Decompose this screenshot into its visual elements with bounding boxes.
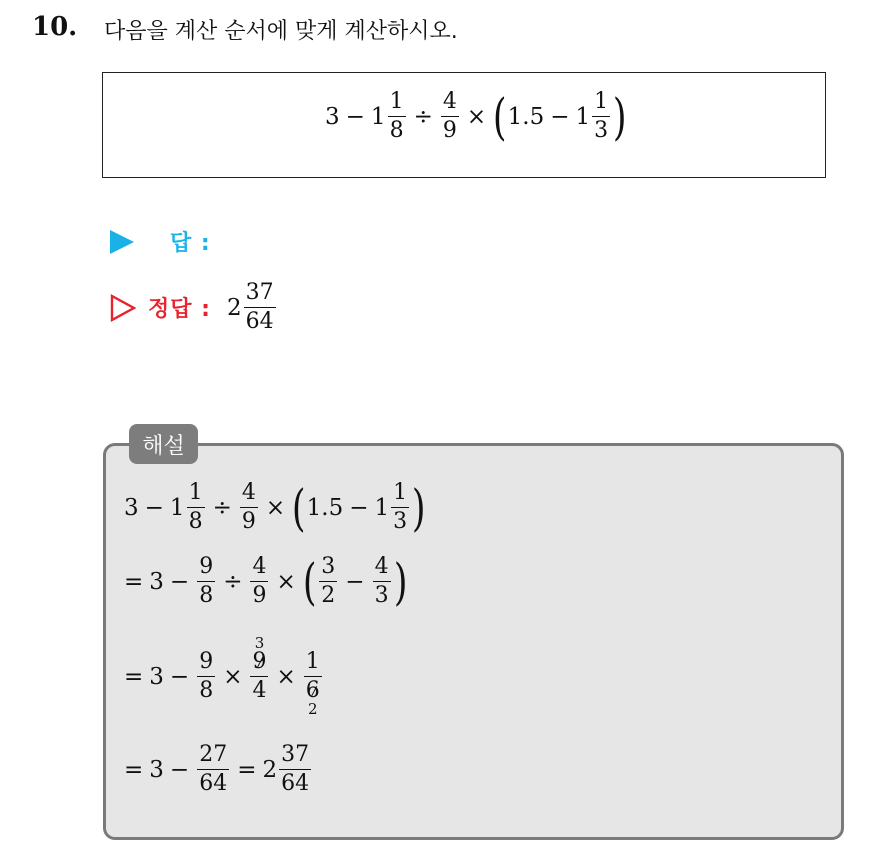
minus-sign: − [550,103,570,130]
right-paren: ) [613,87,627,146]
fraction: $\frac{4}{9}$ [252,554,267,608]
answer-label: 답 : [170,231,211,256]
play-triangle-icon [110,230,134,254]
fraction: $\frac{4}{9}$ [241,480,256,534]
question-number: 10. [32,12,78,42]
solution-line-3: = 3 − $\frac{9}{8}$ × 3 $\frac{9}{4}$ × $\frac{1}{6}$ 2 [124,636,324,717]
cancelled-fraction: $\frac{1}{6}$ 2 [305,649,320,718]
fraction: $\frac{27}{64}$ [199,742,228,796]
question-text: 다음을 계산 순서에 맞게 계산하시오. [104,19,458,44]
mixed-whole: 1 [575,103,591,130]
fraction: $\frac{4}{3}$ [374,554,389,608]
mixed-whole: 2 [226,294,242,321]
answer-row [110,226,211,257]
fraction: $\frac{9}{8}$ [199,554,214,608]
fraction: $\frac{3}{2}$ [321,554,336,608]
minus-sign: − [345,103,365,130]
outline-triangle-icon [110,294,136,322]
fraction: $\frac{37}{64}$ [281,742,310,796]
fraction: $\frac{37}{64}$ [245,280,274,334]
cancelled-fraction: 3 $\frac{9}{4}$ [252,634,267,703]
term: 3 [325,103,340,130]
mixed-whole: 1 [370,103,386,130]
fraction: $\frac{1}{8}$ [389,89,404,143]
fraction: $\frac{9}{8}$ [199,649,214,703]
solution-line-2: = 3 − $\frac{9}{8}$ ÷ $\frac{4}{9}$ × ( $\frac{3}{2}$ − $\frac{4}{3}$ ) [124,552,408,611]
left-paren: ( [493,87,507,146]
decimal: 1.5 [507,103,545,130]
solution-line-1: 3 − 1 $\frac{1}{8}$ ÷ $\frac{4}{9}$ × ( 1.5 − 1 $\frac{1}{3}$ ) [124,478,426,537]
problem-expression [325,87,628,146]
correct-answer-label: 정답 : [148,297,211,322]
times-sign: × [466,103,487,130]
solution-line-4: = 3 − $\frac{27}{64}$ = 2 $\frac{37}{64}$ [124,742,310,796]
fraction: $\frac{1}{3}$ [594,89,609,143]
fraction: $\frac{4}{9}$ [442,89,457,143]
solution-tab: 해설 [129,424,198,464]
fraction: $\frac{1}{8}$ [188,480,203,534]
correct-answer-value [227,282,278,333]
problem-box [102,72,826,178]
divide-sign: ÷ [413,103,433,130]
fraction: $\frac{1}{3}$ [393,480,408,534]
correct-answer-row [110,282,278,333]
